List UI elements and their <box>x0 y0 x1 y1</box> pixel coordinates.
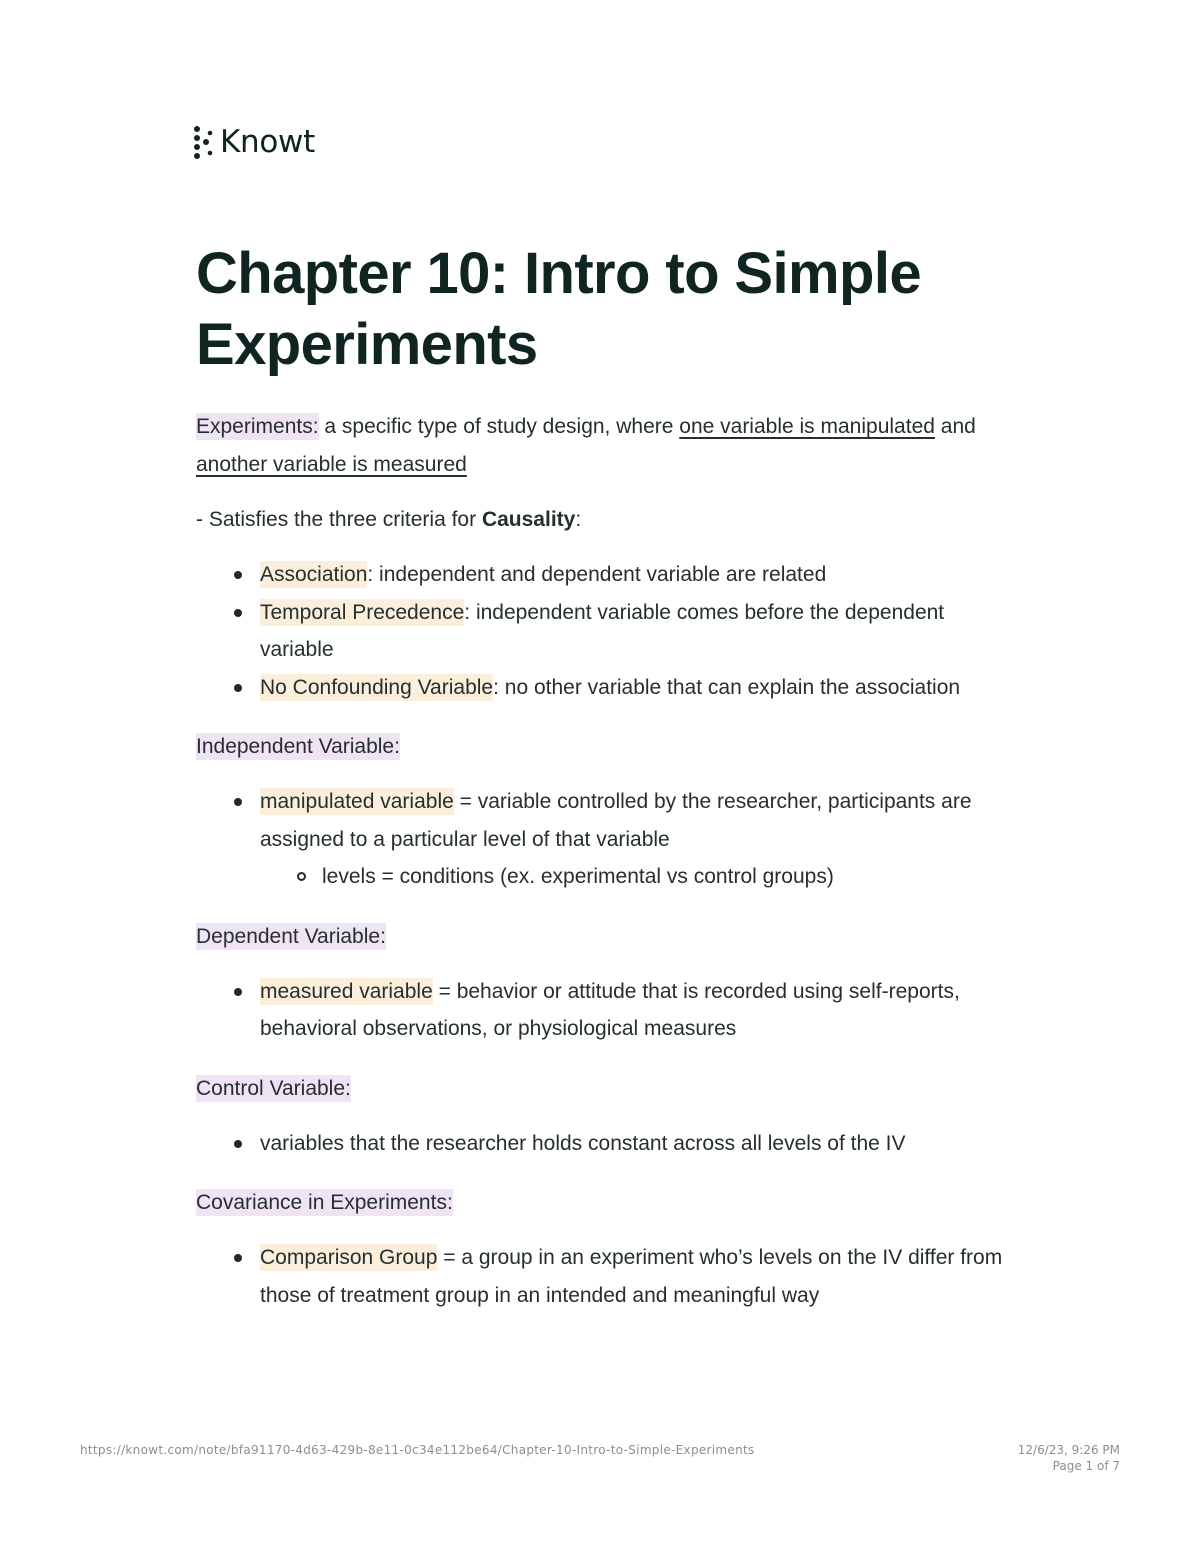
section-heading-dependent: Dependent Variable: <box>196 924 386 948</box>
term-experiments: Experiments: <box>196 415 319 438</box>
control-list <box>196 1125 1016 1163</box>
note-body <box>196 408 1016 1314</box>
section-heading-independent: Independent Variable: <box>196 735 400 758</box>
print-datetime: 12/6/23, 9:26 PM <box>1017 1443 1120 1457</box>
causality-term: Causality <box>481 508 576 531</box>
footer-meta <box>1018 1442 1120 1474</box>
list-item: Association: independent and dependent variable are related <box>260 556 1016 594</box>
page-number: Page 1 of 7 <box>1052 1459 1120 1473</box>
underlined-phrase: one variable is manipulated <box>679 415 935 438</box>
section-heading-covariance: Covariance in Experiments: <box>196 1191 453 1214</box>
covariance-list <box>196 1239 1016 1314</box>
term-highlight: Temporal Precedence <box>260 600 465 624</box>
causality-line: - Satisfies the three criteria for Causality: <box>196 508 582 531</box>
section-heading-control: Control Variable: <box>196 1076 351 1100</box>
page-title: Chapter 10: Intro to Simple Experiments <box>196 241 921 377</box>
experiments-definition: Experiments: a specific type of study design, where one variable is manipulated and another variable is measured <box>196 415 976 476</box>
independent-list <box>196 783 1016 896</box>
list-item: Temporal Precedence: independent variable comes before the dependent variable <box>260 594 1016 669</box>
knowt-logo-icon <box>192 124 214 160</box>
causality-criteria-list <box>196 556 1016 706</box>
term-highlight: No Confounding Variable <box>260 675 494 699</box>
term-highlight: Association <box>260 563 368 586</box>
list-item: Comparison Group = a group in an experiment who’s levels on the IV differ from those of treatment group in an intended and meaningful way <box>260 1239 1016 1314</box>
brand-name: Knowt <box>220 124 315 160</box>
footer-url[interactable]: https://knowt.com/note/bfa91170-4d63-429b-8e11-0c34e112be64/Chapter-10-Intro-to-Simple-Experiments <box>80 1443 755 1457</box>
list-item: No Confounding Variable: no other variable that can explain the association <box>260 669 1016 707</box>
list-item: levels = conditions (ex. experimental vs control groups) <box>322 858 1016 896</box>
term-highlight: Comparison Group <box>260 1246 438 1269</box>
knowt-logo[interactable] <box>192 122 315 162</box>
list-item: manipulated variable = variable controlled by the researcher, participants are assigned to a particular level of that variable levels = conditions (ex. experimental vs control groups) <box>260 783 1016 896</box>
list-item: measured variable = behavior or attitude that is recorded using self-reports, behavioral observations, or physiological measures <box>260 973 1016 1048</box>
term-highlight: manipulated variable <box>260 790 454 813</box>
dependent-list <box>196 973 1016 1048</box>
term-highlight: measured variable <box>260 979 433 1003</box>
list-item: variables that the researcher holds constant across all levels of the IV <box>260 1125 1016 1163</box>
underlined-phrase: another variable is measured <box>196 453 467 476</box>
sub-list <box>260 858 1016 896</box>
